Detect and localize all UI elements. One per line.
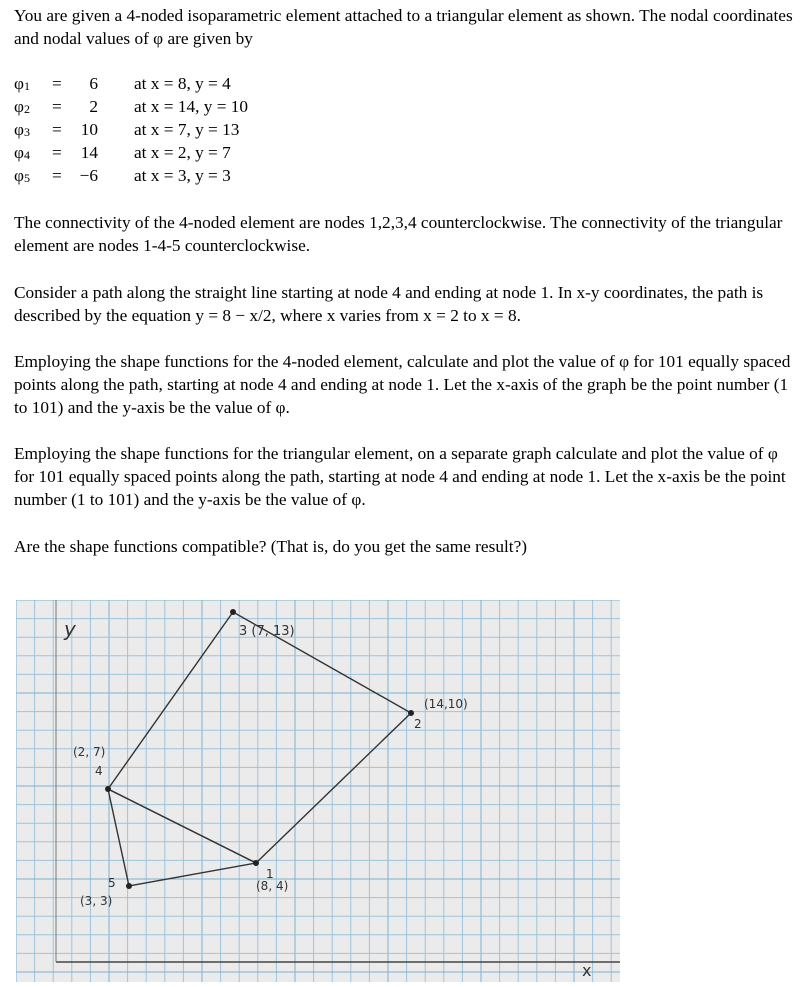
- element-sketch: [16, 600, 620, 982]
- x-axis-label: x: [582, 961, 592, 980]
- y-axis-label: y: [64, 617, 76, 641]
- node-2-coord-label: (14,10): [424, 697, 468, 711]
- phi-value: 10: [80, 120, 98, 139]
- phi-value: 14: [80, 143, 98, 162]
- phi-value: 2: [89, 97, 98, 116]
- node-coordinates: at x = 8, y = 4: [134, 74, 231, 93]
- node-coordinates: at x = 14, y = 10: [134, 97, 249, 116]
- equals-sign: =: [52, 97, 62, 116]
- node-5-dot: [126, 883, 132, 889]
- node-1-number: 1: [266, 867, 274, 881]
- phi-label: $\varphi_4$: [14, 143, 30, 162]
- node-coordinates: at x = 2, y = 7: [134, 143, 231, 162]
- phi-value: −6: [79, 166, 98, 185]
- phi-label: $\varphi_1$: [14, 74, 30, 93]
- nodal-value-row: [14, 72, 414, 95]
- node-2-number: 2: [414, 717, 422, 731]
- compatibility-question: Are the shape functions compatible? (That is, do you get the same result?): [14, 537, 527, 556]
- graph-paper-svg: [16, 600, 620, 982]
- path-paragraph: Consider a path along the straight line starting at node 4 and ending at node 1. In x-y coordinates, the path is described by the equation y = 8 − x/2, where x varies from x = 2 to x = 8.: [14, 283, 764, 325]
- phi-label: $\varphi_5$: [14, 166, 30, 185]
- phi-label: $\varphi_3$: [14, 120, 30, 139]
- quad-task-paragraph: Employing the shape functions for the 4-noded element, calculate and plot the value of φ for 101 equally spaced points along the path, starting at node 4 and ending at node 1. Let the x-axis of the graph be the point number (1 to 101) and the y-axis be the value of φ.: [14, 352, 791, 417]
- node-4-dot: [105, 786, 111, 792]
- node-coordinates: at x = 7, y = 13: [134, 120, 240, 139]
- node-4-number: 4: [95, 764, 103, 778]
- nodal-value-row: [14, 95, 414, 118]
- equals-sign: =: [52, 143, 62, 162]
- equals-sign: =: [52, 74, 62, 93]
- node-2-dot: [408, 710, 414, 716]
- intro-paragraph: You are given a 4-noded isoparametric element attached to a triangular element as shown. The nodal coordinates and nodal values of φ are given by: [14, 6, 793, 48]
- node-1-coord-label: (8, 4): [256, 879, 289, 893]
- connectivity-paragraph: The connectivity of the 4-noded element are nodes 1,2,3,4 counterclockwise. The connectivity of the triangular element are nodes 1-4-5 counterclockwise.: [14, 213, 783, 255]
- equals-sign: =: [52, 120, 62, 139]
- node-3-label: 3 (7, 13): [239, 624, 295, 639]
- phi-label: $\varphi_2$: [14, 97, 30, 116]
- node-5-coord-label: (3, 3): [80, 894, 113, 908]
- equals-sign: =: [52, 166, 62, 185]
- node-1-dot: [253, 860, 259, 866]
- nodal-value-row: [14, 141, 414, 164]
- nodal-values-table: [14, 72, 414, 187]
- phi-value: 6: [89, 74, 98, 93]
- nodal-value-row: [14, 164, 414, 187]
- nodal-value-row: [14, 118, 414, 141]
- node-5-number: 5: [108, 876, 116, 890]
- node-coordinates: at x = 3, y = 3: [134, 166, 231, 185]
- node-4-coord-label: (2, 7): [73, 745, 106, 759]
- tri-task-paragraph: Employing the shape functions for the triangular element, on a separate graph calculate and plot the value of φ for 101 equally spaced points along the path, starting at node 4 and ending at node 1. Let the x-axis be the point number (1 to 101) and the y-axis be the value of φ.: [14, 444, 786, 509]
- node-3-dot: [230, 609, 236, 615]
